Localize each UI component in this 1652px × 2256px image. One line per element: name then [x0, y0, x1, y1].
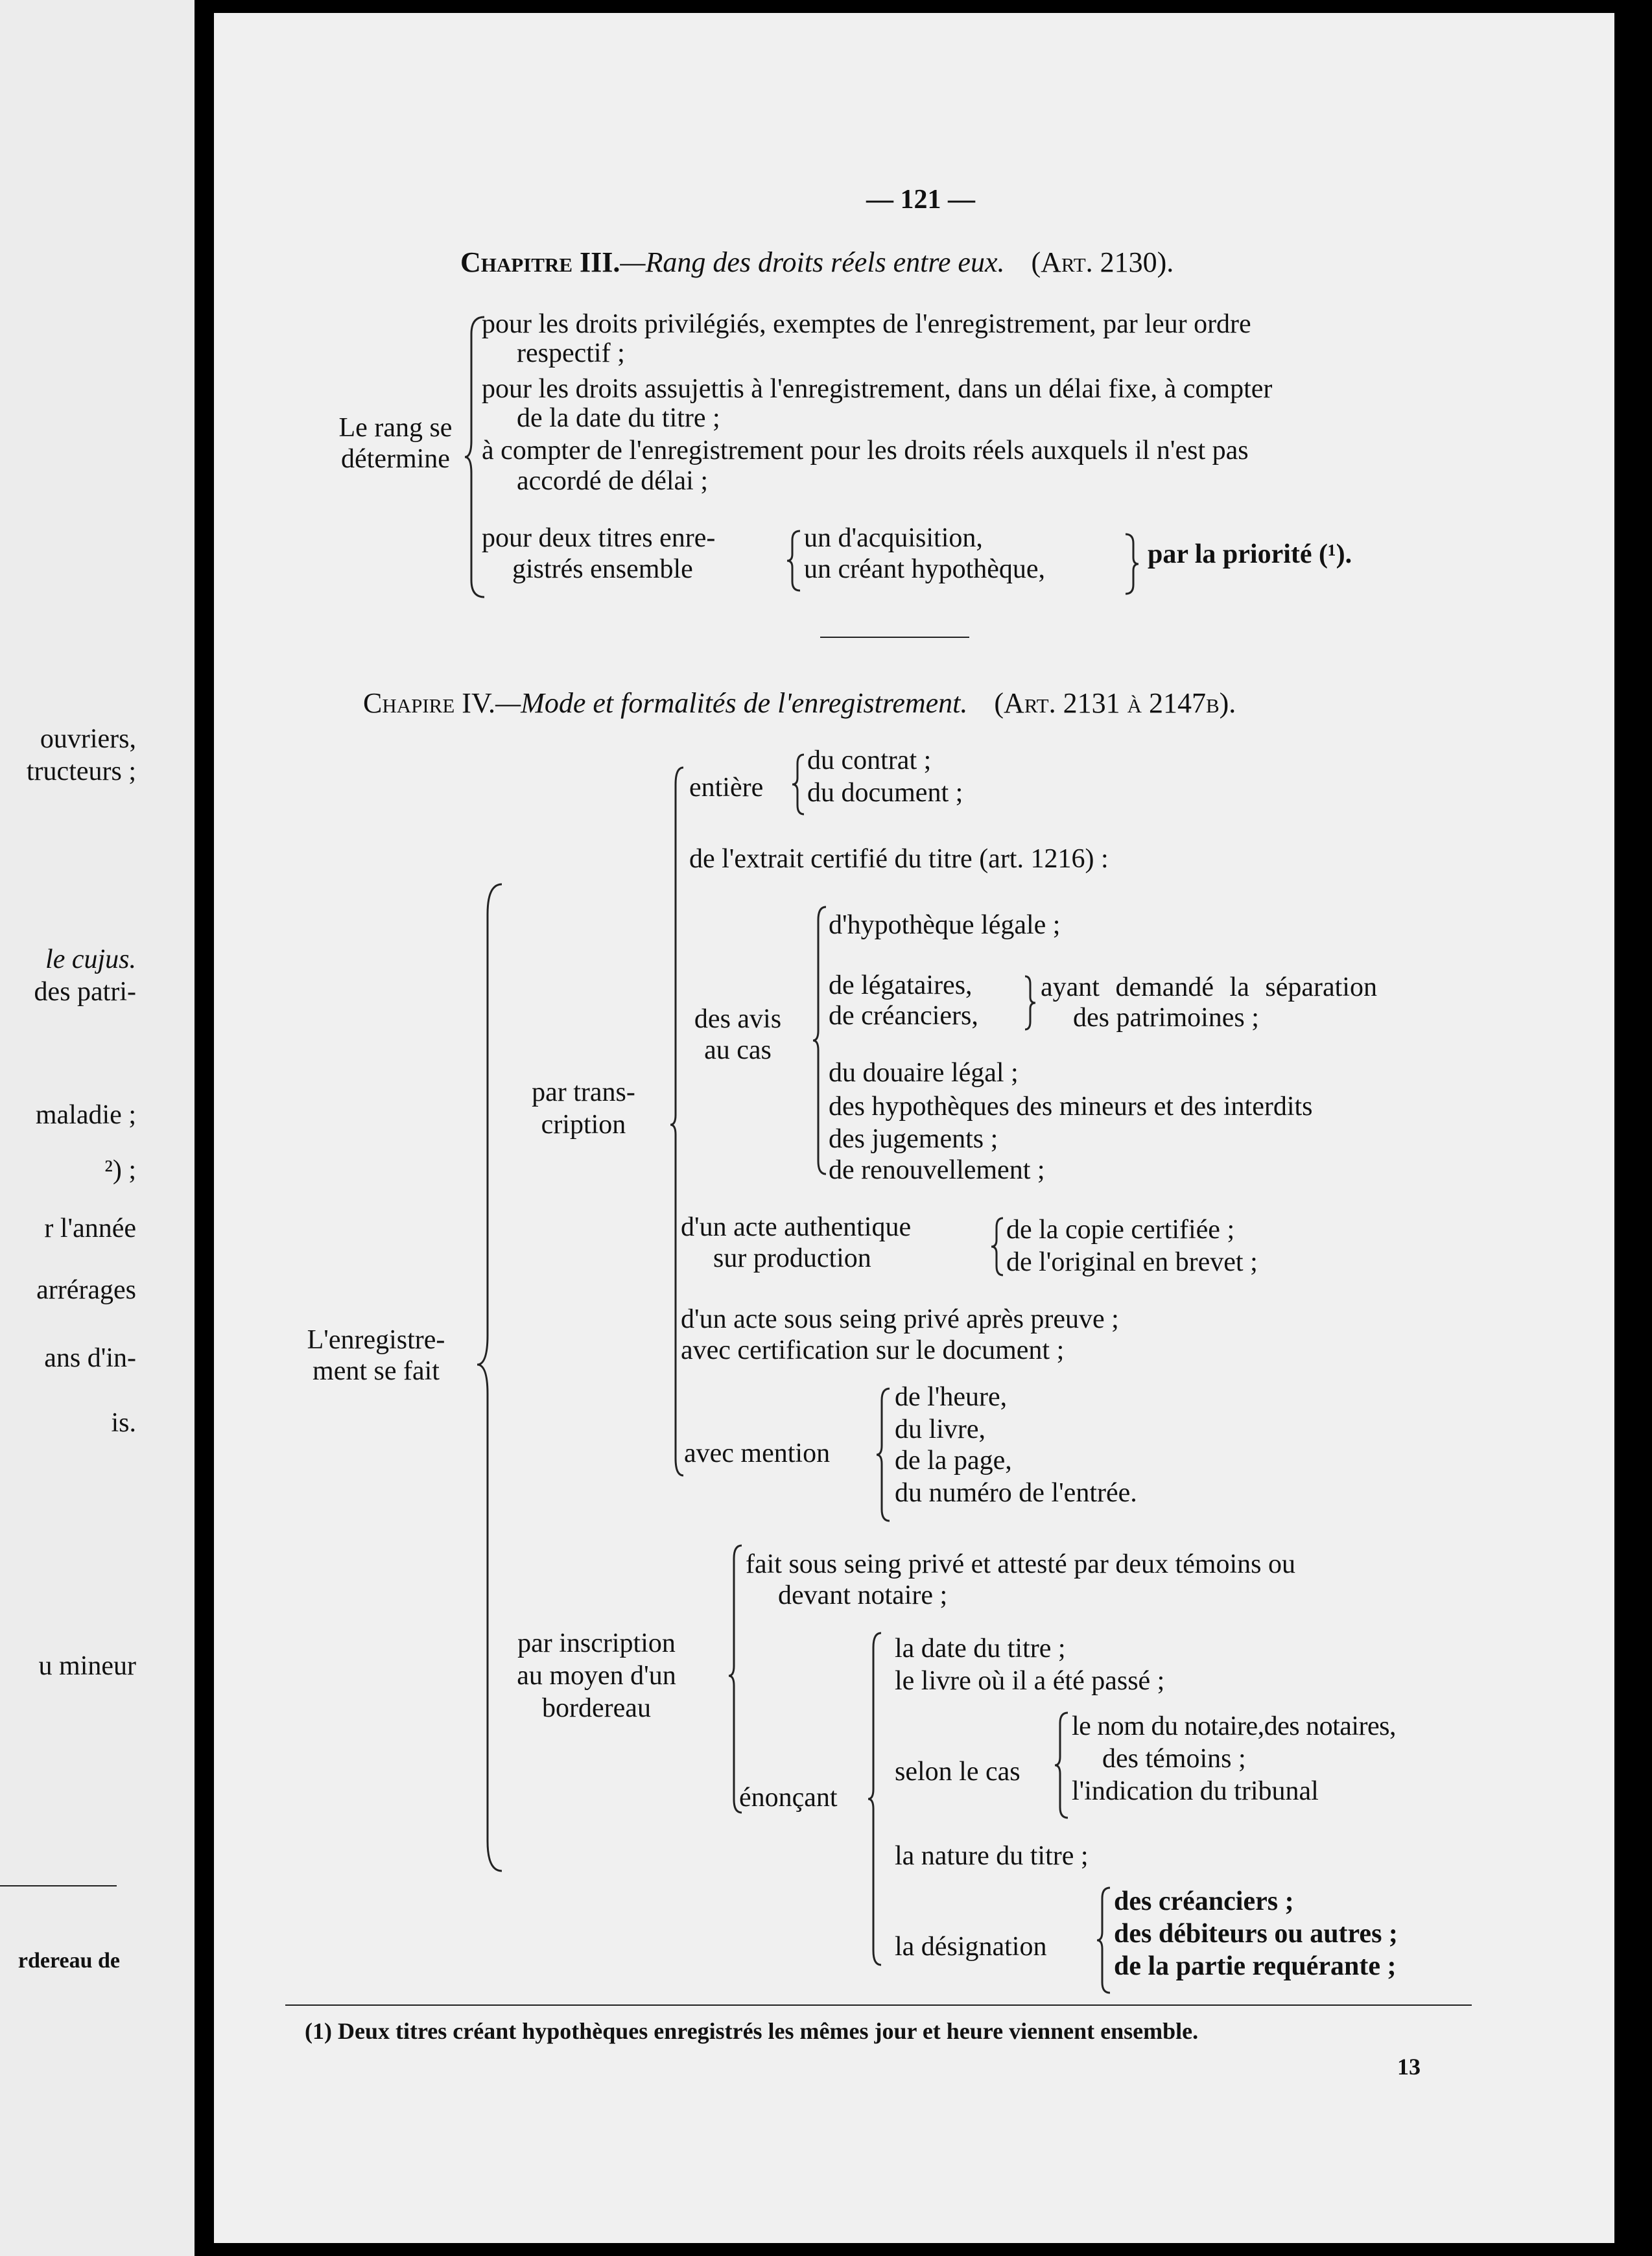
- selon-brace: [1052, 1710, 1072, 1820]
- fait-line1: fait sous seing privé et attesté par deux témoins ou: [746, 1549, 1295, 1579]
- chapter-separator: [820, 637, 969, 638]
- mention-label: avec mention: [684, 1439, 831, 1468]
- acte-auth-brace: [989, 1216, 1006, 1278]
- avis-group-item1: de légataires,: [829, 970, 973, 1000]
- avis-item1: d'hypothèque légale ;: [829, 910, 1061, 940]
- ch3-small-brace: [785, 528, 804, 593]
- extrait-item: de l'extrait certifié du titre (art. 1216) :: [689, 844, 1109, 874]
- selon-item-notaire: le nom du notaire,des notaires,: [1072, 1711, 1397, 1741]
- ch3-subject-line2: détermine: [341, 444, 450, 474]
- mention-brace: [874, 1386, 893, 1523]
- ch3-last-left2: gistrés ensemble: [512, 554, 693, 584]
- designation-creanciers: des créanciers ;: [1114, 1886, 1294, 1916]
- facing-page-line: u mineur: [38, 1651, 136, 1681]
- ch3-last-left1: pour deux titres enre-: [482, 523, 716, 553]
- avis-group-right1: ayant demandé la séparation: [1041, 972, 1377, 1002]
- transcription-label1: par trans-: [532, 1077, 635, 1107]
- mention-item-numero: du numéro de l'entrée.: [895, 1478, 1137, 1508]
- fait-line2: devant notaire ;: [778, 1580, 948, 1610]
- inscription-label1: par inscription: [517, 1628, 676, 1658]
- designation-requerante: de la partie requérante ;: [1114, 1951, 1397, 1981]
- document-page: [214, 13, 1614, 2243]
- avis-label1: des avis: [694, 1004, 782, 1034]
- entiere-label: entière: [689, 773, 764, 803]
- ch4-subject-line1: L'enregistre-: [307, 1325, 445, 1355]
- transcription-brace: [668, 765, 687, 1478]
- facing-page-rule: [0, 1885, 117, 1886]
- inscription-label2: au moyen d'un: [517, 1661, 676, 1691]
- chapter4-article: (Art. 2131 à 2147b).: [994, 687, 1236, 719]
- ch4-subject-line2: ment se fait: [313, 1356, 440, 1386]
- enoncant-livre: le livre où il a été passé ;: [895, 1666, 1165, 1696]
- ch3-item1-cont: respectif ;: [517, 338, 625, 368]
- facing-page-line: des patri-: [34, 977, 136, 1007]
- facing-page: [0, 0, 195, 2256]
- ch3-last-mid2: un créant hypothèque,: [804, 554, 1046, 584]
- footnote-rule: [285, 2004, 1472, 2006]
- ch3-item2-cont: de la date du titre ;: [517, 403, 720, 433]
- acte-auth-right1: de la copie certifiée ;: [1006, 1215, 1235, 1245]
- chapter3-heading: [460, 246, 1174, 279]
- facing-page-line: tructeurs ;: [26, 757, 136, 786]
- facing-page-line: ans d'in-: [44, 1343, 136, 1373]
- facing-page-line: ²) ;: [104, 1155, 136, 1185]
- avis-item-douaire: du douaire légal ;: [829, 1058, 1019, 1088]
- ch3-item1: pour les droits privilégiés, exemptes de l'enregistrement, par leur ordre: [482, 309, 1251, 339]
- chapter4-heading: [363, 687, 1236, 720]
- designation-brace: [1094, 1885, 1114, 1995]
- chapter3-title: —Rang des droits réels entre eux.: [620, 246, 1005, 278]
- acte-auth-left2: sur production: [713, 1243, 871, 1273]
- facing-page-line: r l'année: [44, 1214, 136, 1243]
- chapter3-article: (Art. 2130).: [1031, 246, 1174, 278]
- avis-group-item2: de créanciers,: [829, 1001, 978, 1031]
- inscription-brace: [726, 1543, 746, 1815]
- ch3-item3: à compter de l'enregistrement pour les droits réels auxquels il n'est pas: [482, 436, 1249, 465]
- signature-mark: 13: [1397, 2054, 1421, 2080]
- chapter3-label: Chapitre III.: [460, 246, 620, 278]
- avis-item-hypotheques: des hypothèques des mineurs et des interdits: [829, 1092, 1313, 1122]
- avis-item-renouvellement: de renouvellement ;: [829, 1155, 1045, 1185]
- entiere-item2: du document ;: [807, 778, 963, 808]
- avis-group-brace: [1021, 974, 1038, 1032]
- enoncant-label: énonçant: [739, 1783, 838, 1813]
- mention-item-heure: de l'heure,: [895, 1382, 1008, 1412]
- acte-auth-right2: de l'original en brevet ;: [1006, 1247, 1258, 1277]
- acte-prive-line1: d'un acte sous seing privé après preuve ;: [681, 1304, 1119, 1334]
- page-number: — 121 —: [866, 185, 975, 215]
- entiere-item1: du contrat ;: [807, 746, 932, 775]
- ch3-last-right: par la priorité (¹).: [1148, 539, 1352, 569]
- ch3-item2: pour les droits assujettis à l'enregistrement, dans un délai fixe, à compter: [482, 374, 1273, 404]
- selon-item-tribunal: l'indication du tribunal: [1072, 1776, 1319, 1806]
- ch3-subject-line1: Le rang se: [338, 413, 453, 443]
- facing-page-line: is.: [111, 1408, 136, 1438]
- avis-brace: [810, 904, 830, 1177]
- designation-debiteurs: des débiteurs ou autres ;: [1114, 1919, 1398, 1949]
- chapter4-label: Chapire IV.: [363, 687, 496, 719]
- facing-page-line: ouvriers,: [40, 724, 136, 754]
- designation-label: la désignation: [895, 1932, 1047, 1962]
- ch3-item3-cont: accordé de délai ;: [517, 466, 708, 496]
- chapter4-title: —Mode et formalités de l'enregistrement.: [495, 687, 968, 719]
- avis-group-right2: des patrimoines ;: [1073, 1003, 1259, 1033]
- ch3-right-brace: [1122, 532, 1141, 596]
- ch3-last-mid1: un d'acquisition,: [804, 523, 983, 553]
- enoncant-date: la date du titre ;: [895, 1634, 1066, 1663]
- avis-label2: au cas: [704, 1035, 772, 1065]
- facing-page-line: rdereau de: [18, 1949, 120, 1973]
- facing-page-line: maladie ;: [35, 1100, 136, 1130]
- avis-item-jugements: des jugements ;: [829, 1124, 998, 1154]
- transcription-label2: cription: [541, 1110, 626, 1140]
- entiere-brace: [790, 752, 807, 817]
- enoncant-brace: [866, 1630, 885, 1968]
- mention-item-livre: du livre,: [895, 1415, 985, 1444]
- footnote: (1) Deux titres créant hypothèques enregistrés les mêmes jour et heure viennent ensemble.: [305, 2018, 1199, 2044]
- facing-page-line: arrérages: [36, 1275, 136, 1305]
- enoncant-nature: la nature du titre ;: [895, 1841, 1089, 1871]
- acte-auth-left1: d'un acte authentique: [681, 1212, 912, 1242]
- inscription-label3: bordereau: [542, 1693, 651, 1723]
- selon-label: selon le cas: [895, 1757, 1021, 1787]
- facing-page-line: le cujus.: [45, 945, 136, 974]
- acte-prive-line2: avec certification sur le document ;: [681, 1335, 1065, 1365]
- ch4-main-brace: [473, 882, 506, 1874]
- mention-item-page: de la page,: [895, 1446, 1012, 1475]
- selon-item-temoins: des témoins ;: [1102, 1744, 1246, 1774]
